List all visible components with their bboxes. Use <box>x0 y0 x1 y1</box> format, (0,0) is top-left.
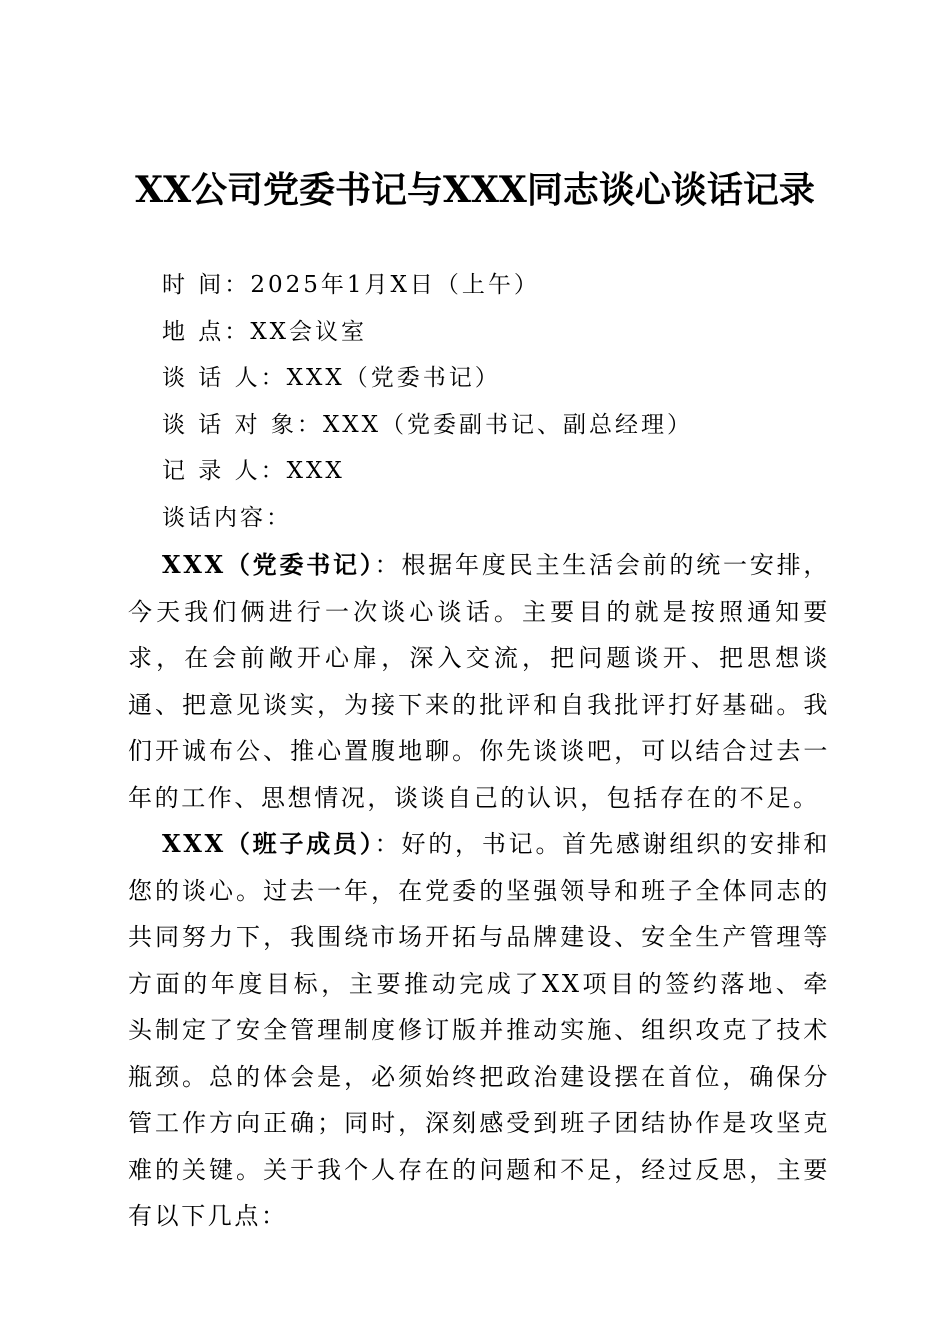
meta-time <box>162 266 862 313</box>
meta-content-heading <box>162 499 862 546</box>
meta-label: 谈 话 对 象： <box>162 411 323 438</box>
meta-value: XXX（党委书记） <box>286 365 501 391</box>
speaker-name: XXX（党委书记） <box>162 550 375 579</box>
meeting-info <box>162 266 862 545</box>
meta-value: 2025年1月X日（上午） <box>250 272 540 298</box>
meta-value: XXX（党委副书记、副总经理） <box>322 411 694 438</box>
speaker-name: XXX（班子成员） <box>162 829 375 858</box>
meta-label: 地 点： <box>162 318 251 345</box>
paragraph-text: ：根据年度民主生活会前的统一安排，今天我们俩进行一次谈心谈话。主要目的就是按照通知要求，在会前敞开心扉，深入交流，把问题谈开、把思想谈通、把意见谈实，为接下来的批评和自我批评打好基础。我们开诚布公、推心置腹地聊。你先谈谈吧，可以结合过去一年的工作、思想情况，谈谈自己的认识，包括存在的不足。 <box>128 551 831 812</box>
meta-interviewer <box>162 359 862 406</box>
meta-value: XX会议室 <box>250 318 368 345</box>
meta-label: 谈话内容： <box>162 504 292 531</box>
document-title: XX公司党委书记与XXX同志谈心谈话记录 <box>135 169 815 211</box>
meta-recorder <box>162 452 862 499</box>
meta-location <box>162 313 862 360</box>
paragraph-secretary <box>128 542 830 821</box>
meta-interviewee <box>162 406 862 453</box>
meta-value: XXX <box>286 458 345 484</box>
paragraph-text: ：好的，书记。首先感谢组织的安排和您的谈心。过去一年，在党委的坚强领导和班子全体同志的共同努力下，我围绕市场开拓与品牌建设、安全生产管理等方面的年度目标，主要推动完成了XX项目的签约落地、牵头制定了安全管理制度修订版并推动实施、组织攻克了技术瓶颈。总的体会是，必须始终把政治建设摆在首位，确保分管工作方向正确；同时，深刻感受到班子团结协作是攻坚克难的关键。关于我个人存在的问题和不足，经过反思，主要有以下几点： <box>128 830 831 1230</box>
meta-label: 谈 话 人： <box>162 365 287 391</box>
meta-label: 记 录 人： <box>162 458 287 484</box>
paragraph-member <box>128 821 830 1240</box>
meta-label: 时 间： <box>162 272 251 298</box>
conversation-body <box>128 542 830 1240</box>
